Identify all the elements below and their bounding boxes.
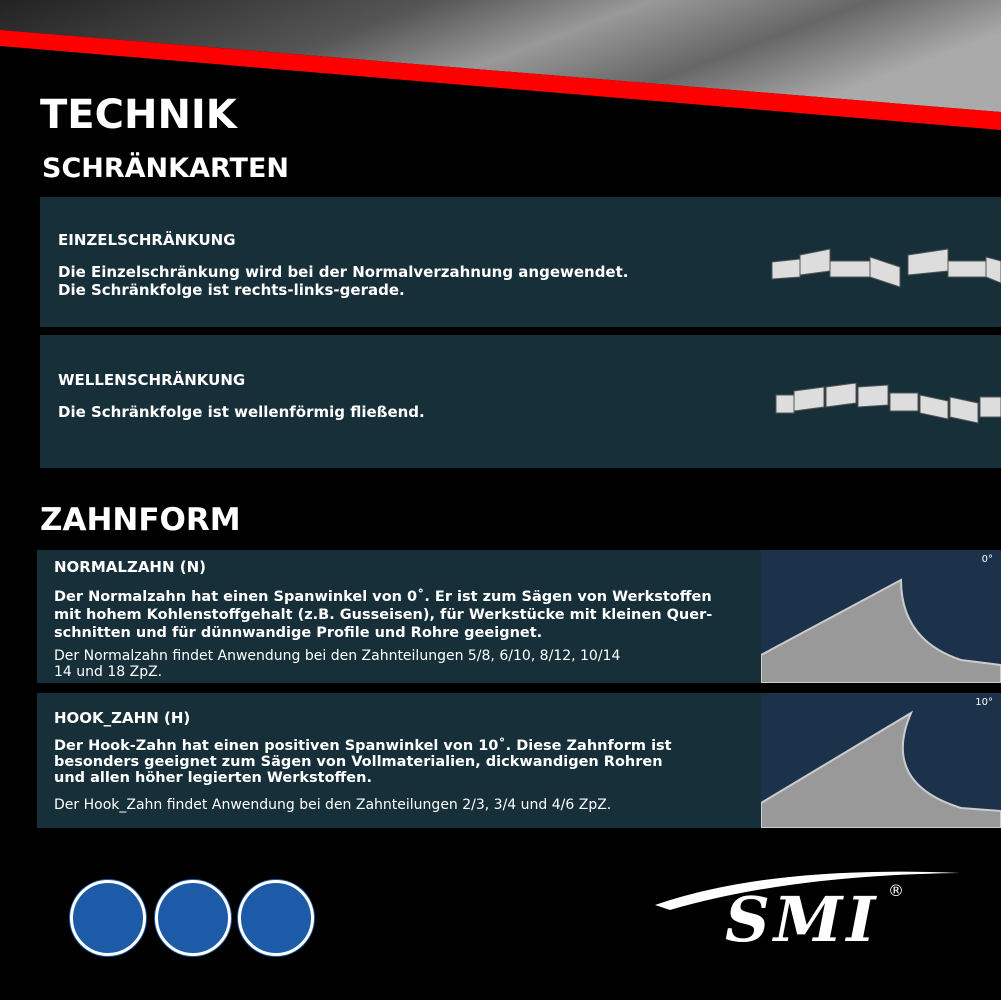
ear-protection-icon bbox=[70, 880, 146, 956]
panel-normalzahn bbox=[37, 550, 1001, 683]
tooth-profile-image bbox=[761, 693, 1001, 828]
panel-title: EINZELSCHRÄNKUNG bbox=[58, 231, 236, 249]
tooth-wave-diagram bbox=[774, 383, 1001, 428]
panel-note: Der Hook_Zahn findet Anwendung bei den Zahnteilungen 2/3, 3/4 und 4/6 ZpZ. bbox=[54, 797, 612, 813]
panel-text: Der Hook-Zahn hat einen positiven Spanwinkel von 10˚. Diese Zahnform ist besonders geeignet zum Sägen von Vollmaterialien, dickwandigen Rohren und allen höher legierten Werkstoffen. bbox=[54, 738, 672, 786]
section-heading-zahnform: ZAHNFORM bbox=[40, 502, 241, 538]
page-title: TECHNIK bbox=[40, 92, 237, 138]
panel-einzelschraenkung bbox=[40, 197, 1001, 327]
smi-logo bbox=[650, 865, 970, 955]
panel-text: Der Normalzahn hat einen Spanwinkel von 0˚. Er ist zum Sägen von Werkstoffen mit hohem Kohlenstoffgehalt (z.B. Gusseisen), für Werkstücke mit kleinen Quer- schnitten und für dünnwandige Profile und Rohre geeignet. bbox=[54, 589, 713, 641]
panel-title: NORMALZAHN (N) bbox=[54, 558, 207, 576]
eye-protection-icon bbox=[238, 880, 314, 956]
panel-text: Die Schränkfolge ist wellenförmig fließend. bbox=[58, 403, 425, 421]
gloves-icon bbox=[155, 880, 231, 956]
registered-mark: ® bbox=[888, 881, 904, 900]
panel-hookzahn bbox=[37, 693, 1001, 828]
angle-label: 0° bbox=[981, 554, 993, 565]
panel-title: WELLENSCHRÄNKUNG bbox=[58, 371, 246, 389]
tooth-profile-image bbox=[761, 550, 1001, 683]
logo-text: SMI bbox=[725, 883, 880, 956]
tooth-set-diagram bbox=[770, 247, 1001, 292]
panel-text: Die Einzelschränkung wird bei der Normalverzahnung angewendet. Die Schränkfolge ist rechts-links-gerade. bbox=[58, 263, 629, 299]
panel-wellenschraenkung bbox=[40, 335, 1001, 468]
panel-title: HOOK_ZAHN (H) bbox=[54, 709, 191, 727]
section-heading-schraenkarten: SCHRÄNKARTEN bbox=[42, 153, 289, 184]
angle-label: 10° bbox=[975, 697, 993, 708]
panel-note: Der Normalzahn findet Anwendung bei den Zahnteilungen 5/8, 6/10, 8/12, 10/14 14 und 18 ZpZ. bbox=[54, 648, 621, 680]
